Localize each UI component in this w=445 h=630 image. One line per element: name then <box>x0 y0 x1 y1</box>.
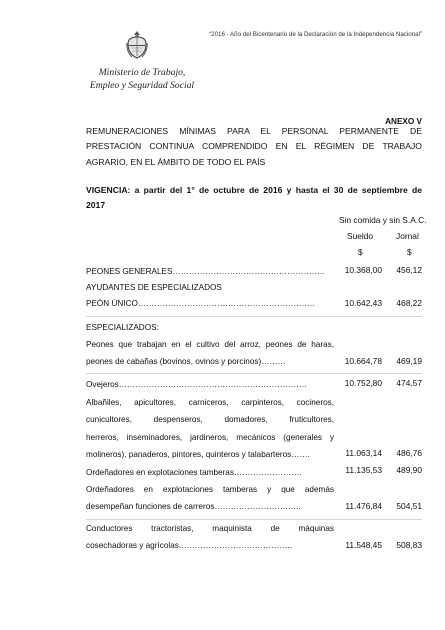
row-separator <box>86 316 422 317</box>
jornal-value: 474,57 <box>396 378 422 388</box>
jornal-value: 456,12 <box>396 265 422 275</box>
sueldo-value: 10.642,43 <box>344 298 382 308</box>
document-title <box>86 124 422 170</box>
ayudantes-heading: AYUDANTES DE ESPECIALIZADOS <box>86 283 222 292</box>
jornal-value: 508,83 <box>396 540 422 550</box>
row-label-line-2: peones de cabañas (bovinos, ovinos y porcinos)……… <box>86 357 286 367</box>
row-label-line-1: Peones que trabajan en el cultivo del arroz, peones de haras, <box>86 340 334 349</box>
row-label-line-2: desempeñan funciones de carreros………………………….. <box>86 502 301 512</box>
jornal-value: 489,90 <box>396 465 422 475</box>
vigencia-line-1: VIGENCIA: a partir del 1° de octubre de 2016 y hasta el 30 de septiembre de <box>86 185 422 195</box>
row-ordenadores-carreros <box>86 481 334 516</box>
row-separator <box>86 373 422 374</box>
row-arroz <box>86 336 334 371</box>
bicentennial-note: “2016 - Año del Bicentenario de la Declaración de la Independencia Nacional” <box>209 31 422 38</box>
row-albaniles <box>86 394 334 464</box>
row-peon-unico <box>86 295 334 312</box>
column-group-label: Sin comida y sin S.A.C. <box>339 215 427 225</box>
title-line-1: REMUNERACIONES MÍNIMAS PARA EL PERSONAL PERMANENTE DE <box>86 126 422 136</box>
currency-jornal: $ <box>407 247 412 257</box>
ministry-name <box>82 66 202 92</box>
jornal-value: 469,19 <box>396 356 422 366</box>
row-ordenadores <box>86 464 334 481</box>
row-label-line-2: cosechadoras y agrícolas.………………………………….. <box>86 541 293 551</box>
jornal-value: 486,76 <box>396 448 422 458</box>
sueldo-value: 11.548,45 <box>345 540 382 550</box>
vigencia-statement <box>86 183 422 213</box>
sueldo-value: 11.135,53 <box>345 465 382 475</box>
sueldo-value: 10.752,80 <box>344 378 382 388</box>
row-label-line-1: Ordeñadores en explotaciones tamberas y que además <box>86 485 334 494</box>
row-label: Ovejeros…………………………………………………………… <box>86 380 308 389</box>
ministry-line-2: Empleo y Seguridad Social <box>89 80 195 91</box>
row-label-line-1: Albañiles, apicultores, carniceros, carpinteros, cocineros, <box>86 398 334 407</box>
row-label: PEONES GENERALES……………………………………………….. <box>86 267 325 276</box>
sueldo-value: 11.063,14 <box>345 448 382 458</box>
vigencia-line-2: 2017 <box>86 200 106 210</box>
row-conductores <box>86 520 334 555</box>
row-peones-generales <box>86 263 334 280</box>
title-line-3: AGRARIO, EN EL ÁMBITO DE TODO EL PAÍS <box>86 156 266 167</box>
annex-label: ANEXO V <box>385 117 422 126</box>
column-header-sueldo: Sueldo <box>347 231 374 241</box>
title-line-2: PRESTACIÓN CONTINUA COMPRENDIDO EN EL RÉGIMEN DE TRABAJO <box>86 141 422 152</box>
row-ovejeros <box>86 376 334 393</box>
row-label: Ordeñadores en explotaciones tamberas……………………. <box>86 468 302 477</box>
currency-sueldo: $ <box>358 247 363 257</box>
row-label-line-1: Conductores tractoristas, maquinista de máquinas <box>86 524 334 533</box>
sueldo-value: 10.664,78 <box>344 356 382 366</box>
row-label-line-2: cunicultores, despenseros, domadores, fruticultores, <box>86 415 334 425</box>
sueldo-value: 10.368,00 <box>344 265 382 275</box>
especializados-heading: ESPECIALIZADOS: <box>86 323 159 332</box>
sueldo-value: 11.476,84 <box>345 501 382 511</box>
column-header-jornal: Jornal <box>396 231 419 241</box>
row-label-line-3: herreros, inseminadores, jardineros, mecánicos (generales y <box>86 432 334 442</box>
row-label: PEÓN ÚNICO……………………………………………………….. <box>86 299 315 308</box>
jornal-value: 468,22 <box>396 298 422 308</box>
argentine-coat-of-arms-icon <box>126 30 148 60</box>
ministry-line-1: Ministerio de Trabajo, <box>98 67 186 78</box>
row-label-line-4: molineros), panaderos, pintores, quinteros y talabarteros……. <box>86 450 310 460</box>
jornal-value: 504,51 <box>396 501 422 511</box>
